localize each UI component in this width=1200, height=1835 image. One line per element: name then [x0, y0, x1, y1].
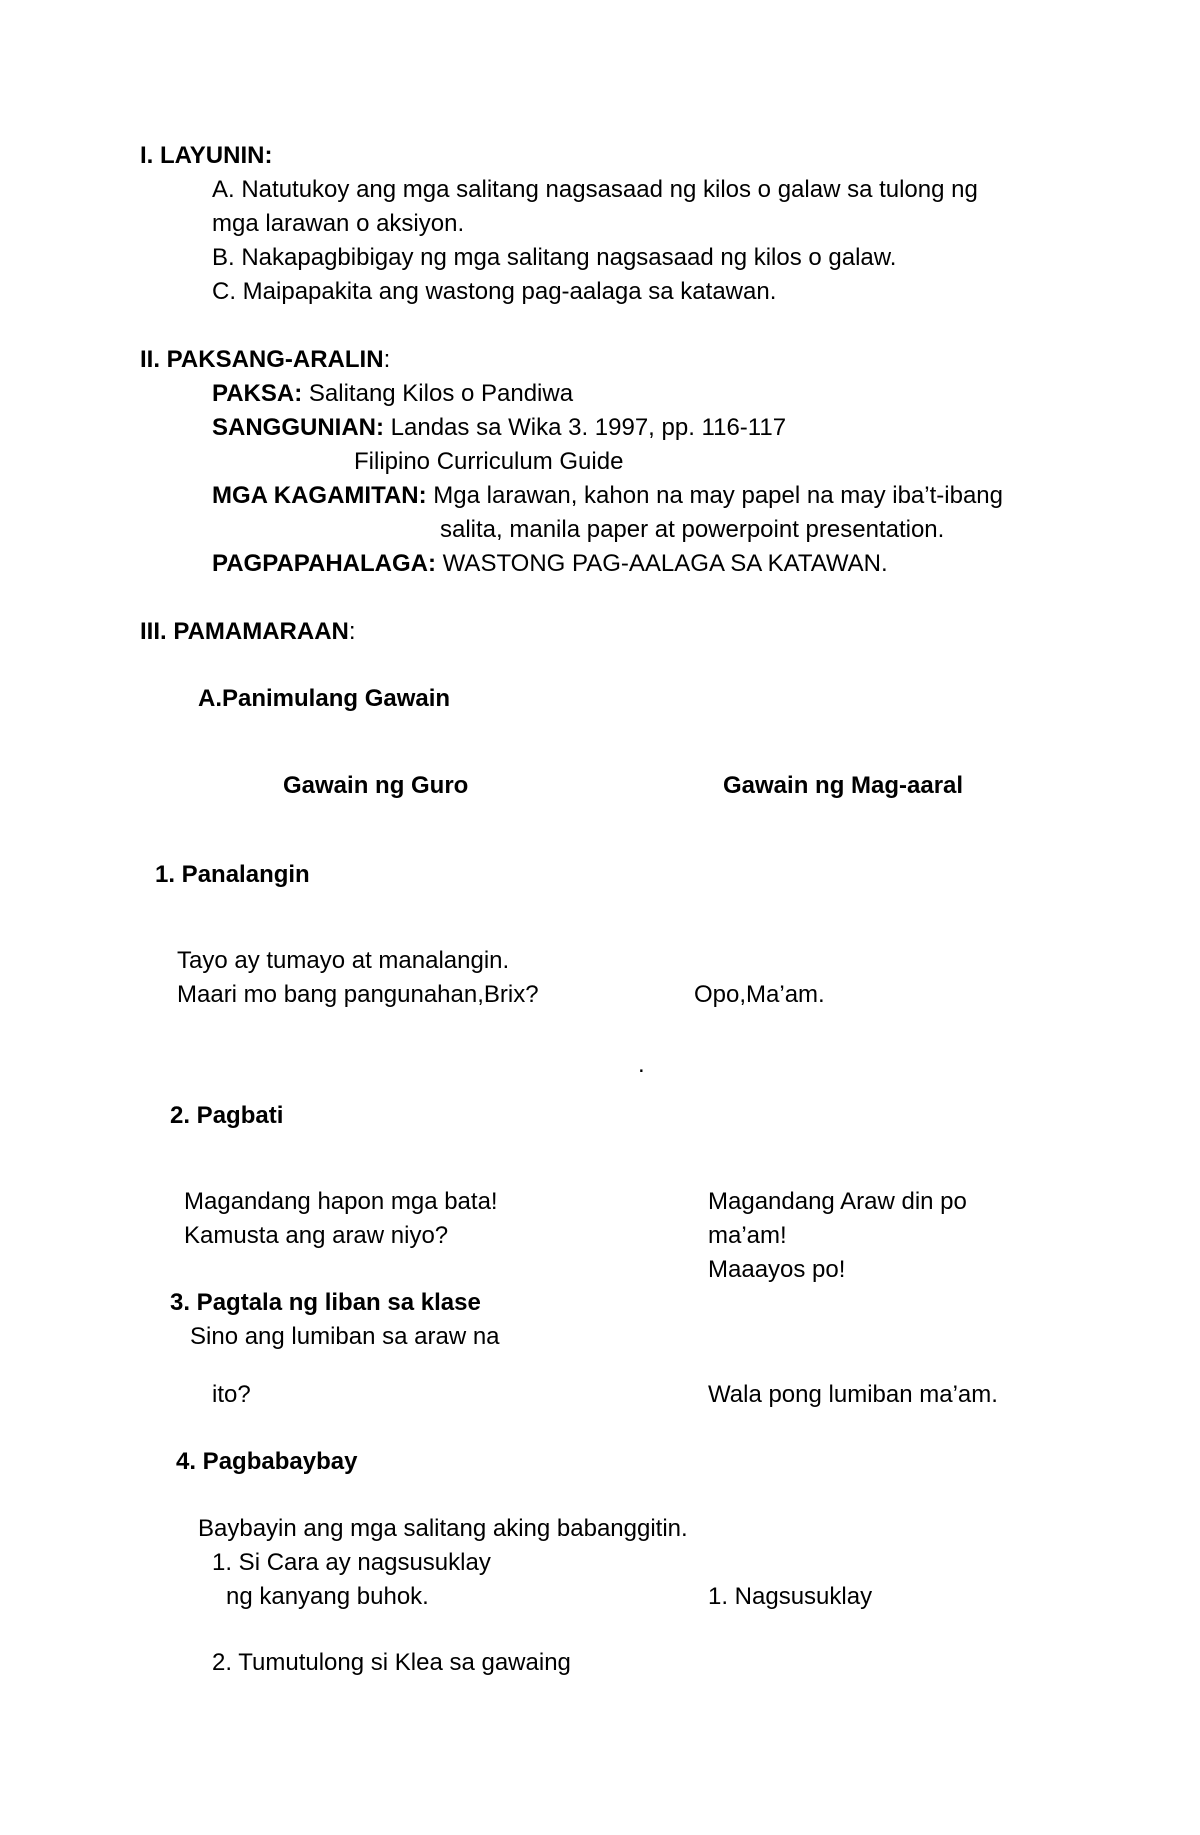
pagbati-magaaral-line1: Magandang Araw din po [708, 1188, 967, 1215]
pagtala-guro-line2: ito? [212, 1381, 251, 1408]
sanggunian-value: Landas sa Wika 3. 1997, pp. 116-117 [384, 414, 787, 441]
paksa-label: PAKSA: [212, 380, 303, 407]
pagbati-magaaral-line3: Maaayos po! [708, 1256, 846, 1283]
pagbati-title: 2. Pagbati [170, 1102, 284, 1129]
panimulang-gawain-heading: A.Panimulang Gawain [198, 685, 451, 712]
pagtala-guro-line1: Sino ang lumiban sa araw na [190, 1323, 500, 1350]
sanggunian-label: SANGGUNIAN: [212, 414, 384, 441]
column-header-guro: Gawain ng Guro [283, 772, 469, 799]
kagamitan-label: MGA KAGAMITAN: [212, 482, 427, 509]
pagpapahalaga-label: PAGPAPAHALAGA: [212, 550, 436, 577]
stray-dot: . [638, 1051, 645, 1078]
kagamitan-value: Mga larawan, kahon na may papel na may iba’t-ibang [426, 482, 1003, 509]
panalangin-guro-line2: Maari mo bang pangunahan,Brix? [177, 981, 539, 1008]
kagamitan-line [212, 481, 1003, 511]
pagbabaybay-item1-line1: 1. Si Cara ay nagsusuklay [212, 1549, 491, 1576]
pagbabaybay-title: 4. Pagbabaybay [176, 1448, 358, 1475]
sanggunian-value-2: Filipino Curriculum Guide [354, 448, 624, 475]
layunin-heading: I. LAYUNIN: [140, 142, 273, 169]
layunin-c: C. Maipapakita ang wastong pag-aalaga sa katawan. [212, 278, 777, 305]
column-header-magaaral: Gawain ng Mag-aaral [723, 772, 964, 799]
sanggunian-line [212, 413, 786, 443]
paksa-value: Salitang Kilos o Pandiwa [302, 380, 574, 407]
layunin-a-line1: A. Natutukoy ang mga salitang nagsasaad ng kilos o galaw sa tulong ng [212, 176, 978, 203]
layunin-b: B. Nakapagbibigay ng mga salitang nagsasaad ng kilos o galaw. [212, 244, 897, 271]
pagbati-magaaral-line2: ma’am! [708, 1222, 787, 1249]
pagbabaybay-item1-answer: 1. Nagsusuklay [708, 1583, 873, 1610]
pagpapahalaga-value: WASTONG PAG-AALAGA SA KATAWAN. [436, 550, 888, 577]
pagtala-title: 3. Pagtala ng liban sa klase [170, 1289, 481, 1316]
pagpapahalaga-line [212, 549, 888, 579]
pagbabaybay-item1-line2: ng kanyang buhok. [226, 1583, 429, 1610]
pagbabaybay-item2-line1: 2. Tumutulong si Klea sa gawaing [212, 1649, 571, 1676]
pamamaraan-heading: III. PAMAMARAAN: [140, 618, 356, 645]
panalangin-magaaral: Opo,Ma’am. [694, 981, 825, 1008]
pagbati-guro-line2: Kamusta ang araw niyo? [184, 1222, 449, 1249]
layunin-a-line2: mga larawan o aksiyon. [212, 210, 465, 237]
panalangin-guro-line1: Tayo ay tumayo at manalangin. [177, 947, 510, 974]
kagamitan-value-2: salita, manila paper at powerpoint presentation. [440, 516, 945, 543]
pagbabaybay-instruction: Baybayin ang mga salitang aking babanggitin. [198, 1515, 688, 1542]
pagtala-magaaral: Wala pong lumiban ma’am. [708, 1381, 998, 1408]
pagbati-guro-line1: Magandang hapon mga bata! [184, 1188, 498, 1215]
paksa-line [212, 379, 573, 409]
panalangin-title: 1. Panalangin [155, 861, 310, 888]
paksang-aralin-heading: II. PAKSANG-ARALIN: [140, 346, 391, 373]
